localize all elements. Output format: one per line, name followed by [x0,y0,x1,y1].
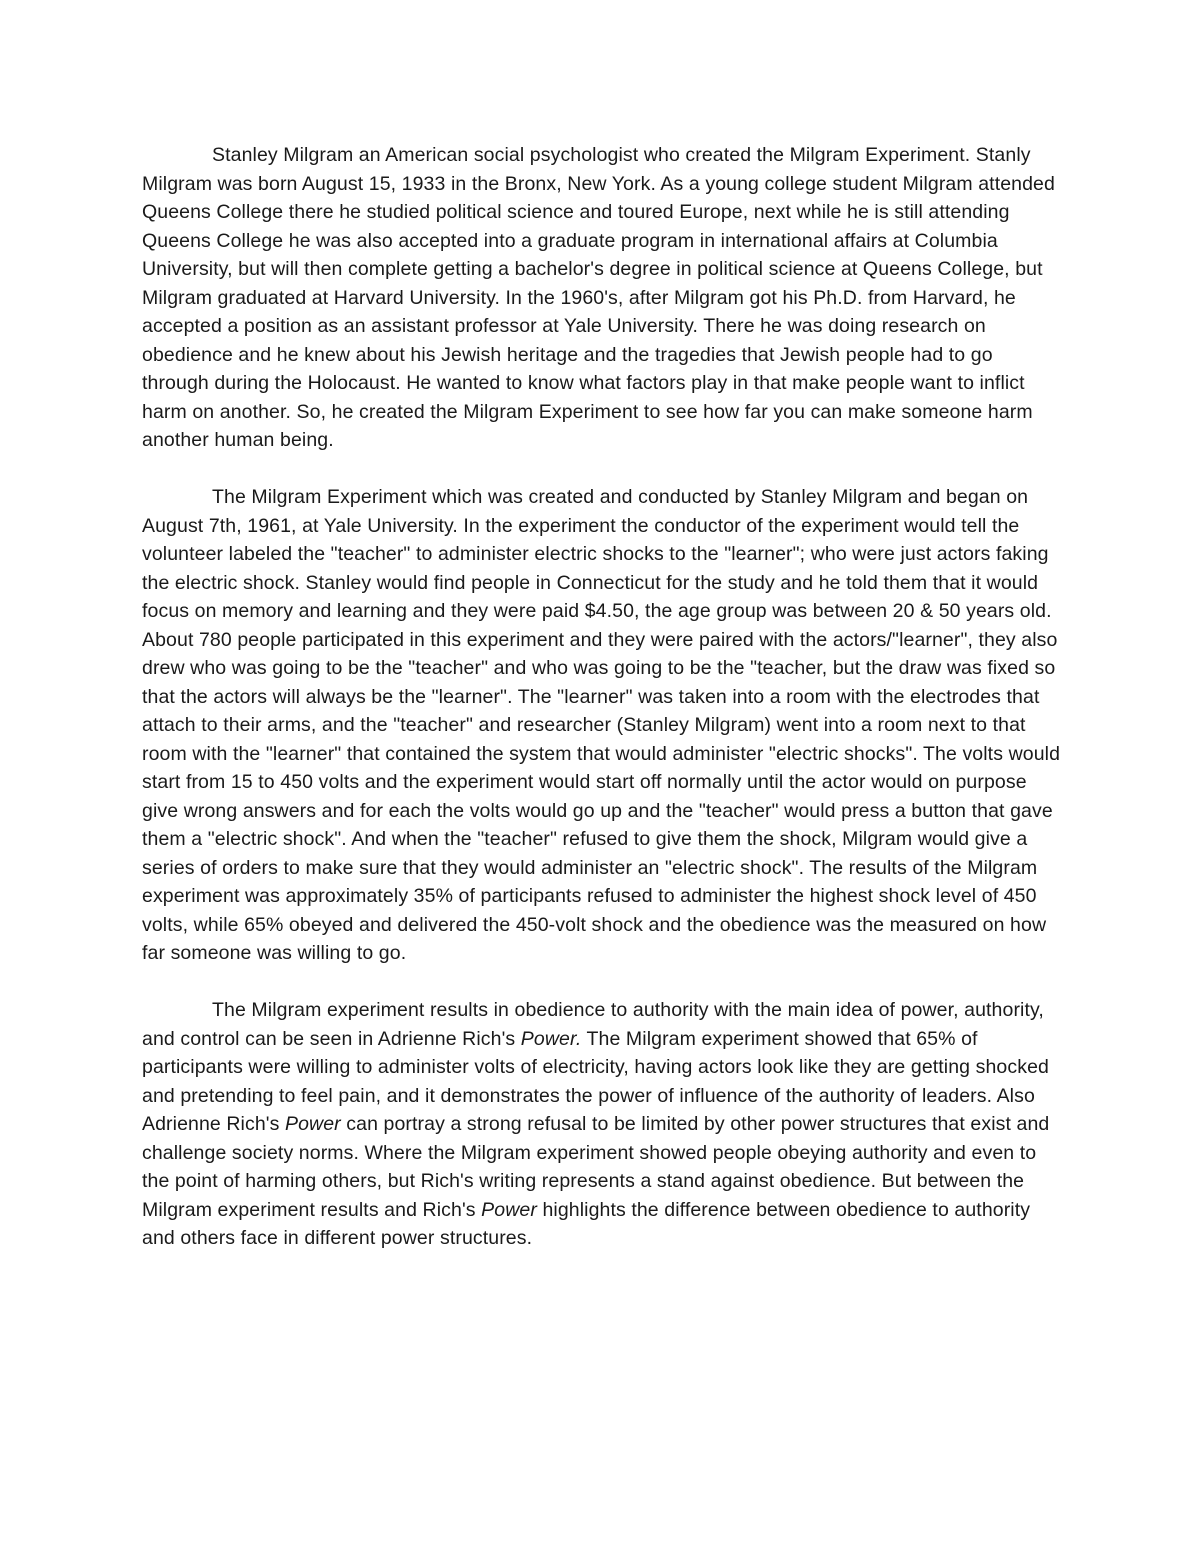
italic-title-power: Power [481,1198,537,1221]
paragraph-milgram-experiment: The Milgram Experiment which was created and conducted by Stanley Milgram and began on August 7th, 1961, at Yale University. In the experiment the conductor of the experiment would tell the volunteer labeled the "teacher" to administer electric shocks to the "learner"; who were just actors faking the electric shock. Stanley would find people in Connecticut for the study and he told them that it would focus on memory and learning and they were paid $4.50, the age group was between 20 & 50 years old. About 780 people participated in this experiment and they were paired with the actors/"learner", they also drew who was going to be the "teacher" and who was going to be the "teacher, but the draw was fixed so that the actors will always be the "learner". The "learner" was taken into a room with the electrodes that attach to their arms, and the "teacher" and researcher (Stanley Milgram) went into a room next to that room with the "learner" that contained the system that would administer "electric shocks". The volts would start from 15 to 450 volts and the experiment would start off normally until the actor would on purpose give wrong answers and for each the volts would go up and the "teacher" would press a button that gave them a "electric shock". And when the "teacher" refused to give them the shock, Milgram would give a series of orders to make sure that they would administer an "electric shock". The results of the Milgram experiment was approximately 35% of participants refused to administer the highest shock level of 450 volts, while 65% obeyed and delivered the 450-volt shock and the obedience was the measured on how far someone was willing to go. [142,486,1061,964]
paragraph-milgram-biography: Stanley Milgram an American social psychologist who created the Milgram Experiment. Stanly Milgram was born August 15, 1933 in the Bronx, New York. As a young college student Milgram attended Queens College there he studied political science and toured Europe, next while he is still attending Queens College he was also accepted into a graduate program in international affairs at Columbia University, but will then complete getting a bachelor's degree in political science at Queens College, but Milgram graduated at Harvard University. In the 1960's, after Milgram got his Ph.D. from Harvard, he accepted a position as an assistant professor at Yale University. There he was doing research on obedience and he knew about his Jewish heritage and the tragedies that Jewish people had to go through during the Holocaust. He wanted to know what factors play in that make people want to inflict harm on another. So, he created the Milgram Experiment to see how far you can make someone harm another human being. [142,144,1055,451]
paragraph-power-comparison [142,996,1062,1253]
text-segment: can portray a strong refusal to be limited by other power structures that exist and challenge society norms. Where the Milgram experiment showed people obeying authority and even to the point of harming others, but Rich's writing represents a stand against obedience. But between the Milgram experiment results and Rich's [142,1113,1050,1221]
text-segment: The Milgram experiment results in obedience to authority with the main idea of power, authority, and control can be seen in Adrienne Rich's [142,999,1044,1050]
italic-title-power: Power [284,1113,341,1135]
text-segment: highlights the difference between obedience to authority and others face in different power structures. [142,1198,1031,1249]
document-body [142,141,1062,1281]
text-segment: The Milgram experiment showed that 65% of participants were willing to administer volts of electricity, having actors look like they are getting shocked and pretending to feel pain, and it demonstrates the power of influence of the authority of leaders. Also Adrienne Rich's [142,1027,1049,1135]
italic-title-power: Power. [520,1027,582,1050]
